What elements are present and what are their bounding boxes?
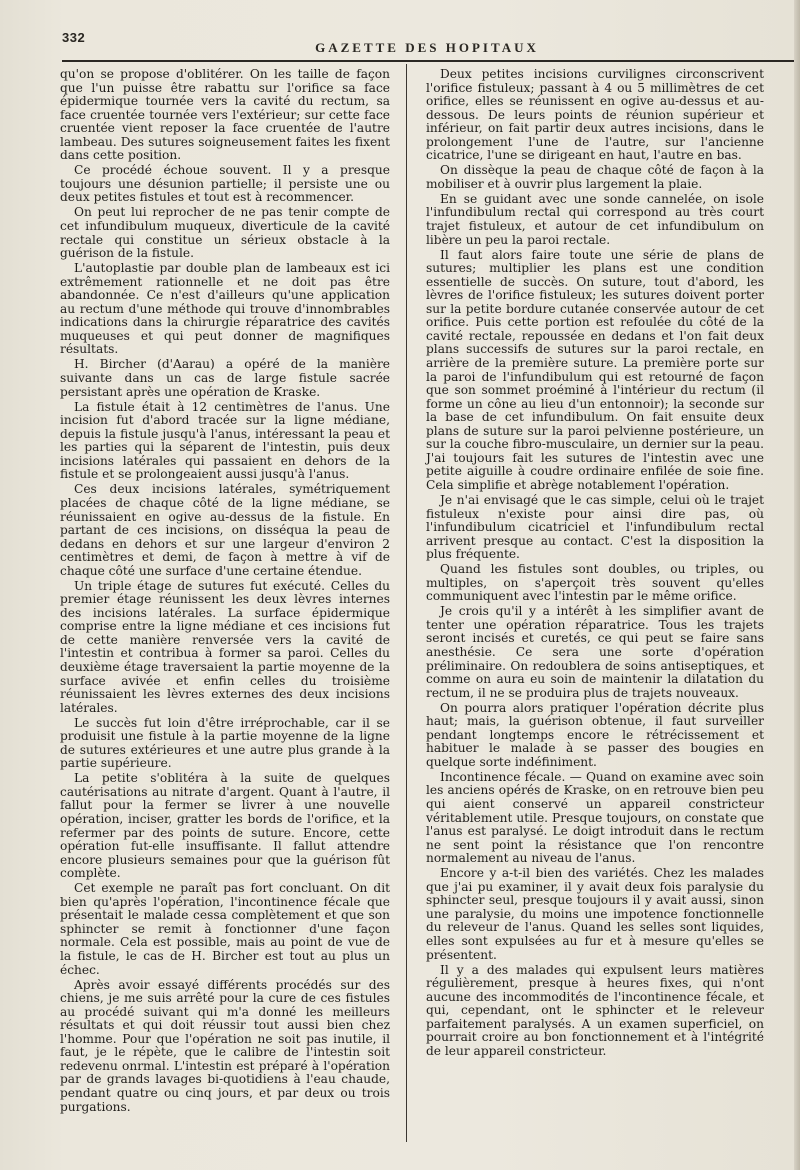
header-rule: [62, 60, 794, 62]
paragraph: Cet exemple ne paraît pas fort concluant. On dit bien qu'après l'opération, l'incontinence fécale que présentait le malade cessa complètement et que son sphincter se remit à fonctionner d'une façon normale. Cela est possible, mais au point de vue de la fistule, le cas de H. Bircher est tout au plus un échec.: [60, 881, 390, 977]
paragraph: Incontinence fécale. — Quand on examine avec soin les anciens opérés de Kraske, on en retrouve bien peu qui aient conservé un appareil constricteur véritablement utile. Presque toujours, on constate que l'anus est paralysé. Le doigt introduit dans le rectum ne sent point la résistance que l'on rencontre normalement au niveau de l'anus.: [426, 769, 764, 866]
paragraph: La fistule était à 12 centimètres de l'anus. Une incision fut d'abord tracée sur la ligne médiane, depuis la fistule jusqu'à l'anus, intéressant la peau et les parties qui la séparent de l'intestin, puis deux incisions latérales qui passaient en dehors de la fistule et se prolongeaient aussi jusqu'à l'anus.: [60, 399, 390, 482]
right-column: [426, 68, 764, 1060]
paragraph: L'autoplastie par double plan de lambeaux est ici extrêmement rationnelle et ne doit pas être abandonnée. Ce n'est d'ailleurs qu'une application au rectum d'une méthode qui trouve d'innombrables indications dans la chirurgie réparatrice des cavités muqueuses et qui peut donner de magnifiques résultats.: [60, 261, 390, 357]
paragraph: Le succès fut loin d'être irréprochable, car il se produisit une fistule à la partie moyenne de la ligne de sutures extérieures et une autre plus grande à la partie supérieure.: [60, 715, 390, 771]
paragraph: Un triple étage de sutures fut exécuté. Celles du premier étage réunissent les deux lèvres internes des incisions latérales. La surface épidermique comprise entre la ligne médiane et ces incisions fut de cette manière renversée vers la cavité de l'intestin et contribua à former sa paroi. Celles du deuxième étage traversaient la partie moyenne de la surface avivée et enfin celles du troisième réunissaient les lèvres externes des deux incisions latérales.: [60, 578, 390, 715]
paragraph: Après avoir essayé différents procédés sur des chiens, je me suis arrêté pour la cure de ces fistules au procédé suivant qui m'a donné les meilleurs résultats et qui doit réussir tout aussi bien chez l'homme. Pour que l'opération ne soit pas inutile, il faut, je le répète, que le calibre de l'intestin soit redevenu onrmal. L'intestin est préparé à l'opération par de grands lavages bi-quotidiens à l'eau chaude, pendant quatre ou cinq jours, et par deux ou trois purgations.: [60, 977, 390, 1114]
paragraph: La petite s'oblitéra à la suite de quelques cautérisations au nitrate d'argent. Quant à l'autre, il fallut pour la fermer se livrer à une nouvelle opération, inciser, gratter les bords de l'orifice, et la refermer par des points de suture. Encore, cette opération fut-elle insuffisante. Il fallut attendre encore plusieurs semaines pour que la guérison fût complète.: [60, 771, 390, 881]
paragraph: qu'on se propose d'oblitérer. On les taille de façon que l'un puisse être rabattu sur l'orifice sa face épidermique tournée vers la cavité du rectum, sa face cruentée tournée vers l'extérieur; sur cette face cruentée vient reposer la face cruentée de l'autre lambeau. Des sutures soigneusement faites les fixent dans cette position.: [60, 67, 390, 163]
paragraph: Ces deux incisions latérales, symétriquement placées de chaque côté de la ligne médiane, se réunissaient en ogive au-dessus de la fistule. En partant de ces incisions, on disséqua la peau de dedans en dehors et sur une largeur d'environ 2 centimètres et demi, de façon à mettre à vif de chaque côté une surface d'une certaine étendue.: [60, 482, 390, 578]
paragraph: On peut lui reprocher de ne pas tenir compte de cet infundibulum muqueux, diverticule de la cavité rectale qui constitue un sérieux obstacle à la guérison de la fistule.: [60, 205, 390, 261]
paragraph: Quand les fistules sont doubles, ou triples, ou multiples, on s'aperçoit très souvent qu'elles communiquent avec l'intestin par le même orifice.: [426, 562, 764, 604]
paragraph: Deux petites incisions curvilignes circonscrivent l'orifice fistuleux; passant à 4 ou 5 millimètres de cet orifice, elles se réunissent en ogive au-dessus et au-dessous. De leurs points de réunion supérieur et inférieur, on fait partir deux autres incisions, dans le prolongement l'une de l'autre, sur l'ancienne cicatrice, l'une se dirigeant en haut, l'autre en bas.: [426, 67, 764, 163]
paragraph: Je crois qu'il y a intérêt à les simplifier avant de tenter une opération réparatrice. Tous les trajets seront incisés et curetés, ce qui peut se faire sans anesthésie. Ce sera une sorte d'opération préliminaire. On redoublera de soins antiseptiques, et comme on aura eu soin de maintenir la dilatation du rectum, il ne se produira plus de trajets nouveaux.: [426, 604, 764, 700]
column-divider: [406, 64, 407, 1142]
page-header: [62, 30, 792, 56]
paragraph: Il y a des malades qui expulsent leurs matières régulièrement, presque à heures fixes, qui n'ont aucune des incommodités de l'incontinence fécale, et qui, cependant, ont le sphincter et le releveur parfaitement paralysés. A un examen superficiel, on pourrait croire au bon fonctionnement et à l'intégrité de leur appareil constricteur.: [426, 962, 764, 1058]
paragraph: Je n'ai envisagé que le cas simple, celui où le trajet fistuleux n'existe pour ainsi dire pas, où l'infundibulum cicatriciel et l'infundibulum rectal arrivent presque au contact. C'est la disposition la plus fréquente.: [426, 492, 764, 562]
left-column: [60, 68, 390, 1116]
paragraph: H. Bircher (d'Aarau) a opéré de la manière suivante dans un cas de large fistule sacrée persistant après une opération de Kraske.: [60, 357, 390, 399]
page-edge: [794, 0, 800, 1170]
paragraph: Encore y a-t-il bien des variétés. Chez les malades que j'ai pu examiner, il y avait deux fois paralysie du sphincter seul, presque toujours il y avait aussi, sinon une paralysie, du moins une impotence fonctionnelle du releveur de l'anus. Quand les selles sont liquides, elles sont expulsées au fur et à mesure qu'elles se présentent.: [426, 866, 764, 962]
journal-title: GAZETTE DES HOPITAUX: [315, 40, 539, 55]
paragraph: Il faut alors faire toute une série de plans de sutures; multiplier les plans est une condition essentielle de succès. On suture, tout d'abord, les lèvres de l'orifice fistuleux; les sutures doivent porter sur la petite bordure cutanée conservée autour de cet orifice. Puis cette portion est refoulée du côté de la cavité rectale, repoussée en dedans et l'on fait deux plans successifs de sutures sur la paroi rectale, en arrière de la première suture. La première porte sur la paroi de l'infundibulum qui est retourné de façon que son sommet proéminé à l'intérieur du rectum (il forme un cône au lieu d'un entonnoir); la seconde sur la base de cet infundibulum. On fait ensuite deux plans de suture sur la paroi pelvienne postérieure, un sur la couche fibro-musculaire, un dernier sur la peau. J'ai toujours fait les sutures de l'intestin avec une petite aiguille à coudre ordinaire enfilée de soie fine. Cela simplifie et abrège notablement l'opération.: [426, 247, 764, 492]
paragraph: Ce procédé échoue souvent. Il y a presque toujours une désunion partielle; il persiste une ou deux petites fistules et tout est à recommencer.: [60, 163, 390, 205]
paragraph: On dissèque la peau de chaque côté de façon à la mobiliser et à ouvrir plus largement la plaie.: [426, 163, 764, 191]
page-number: 332: [62, 30, 86, 45]
paragraph: On pourra alors pratiquer l'opération décrite plus haut; mais, la guérison obtenue, il faut surveiller pendant longtemps encore le rétrécissement et habituer le malade à se passer des bougies en quelque sorte indéfiniment.: [426, 700, 764, 769]
paragraph: En se guidant avec une sonde cannelée, on isole l'infundibulum rectal qui correspond au très court trajet fistuleux, et autour de cet infundibulum on libère un peu la paroi rectale.: [426, 191, 764, 247]
